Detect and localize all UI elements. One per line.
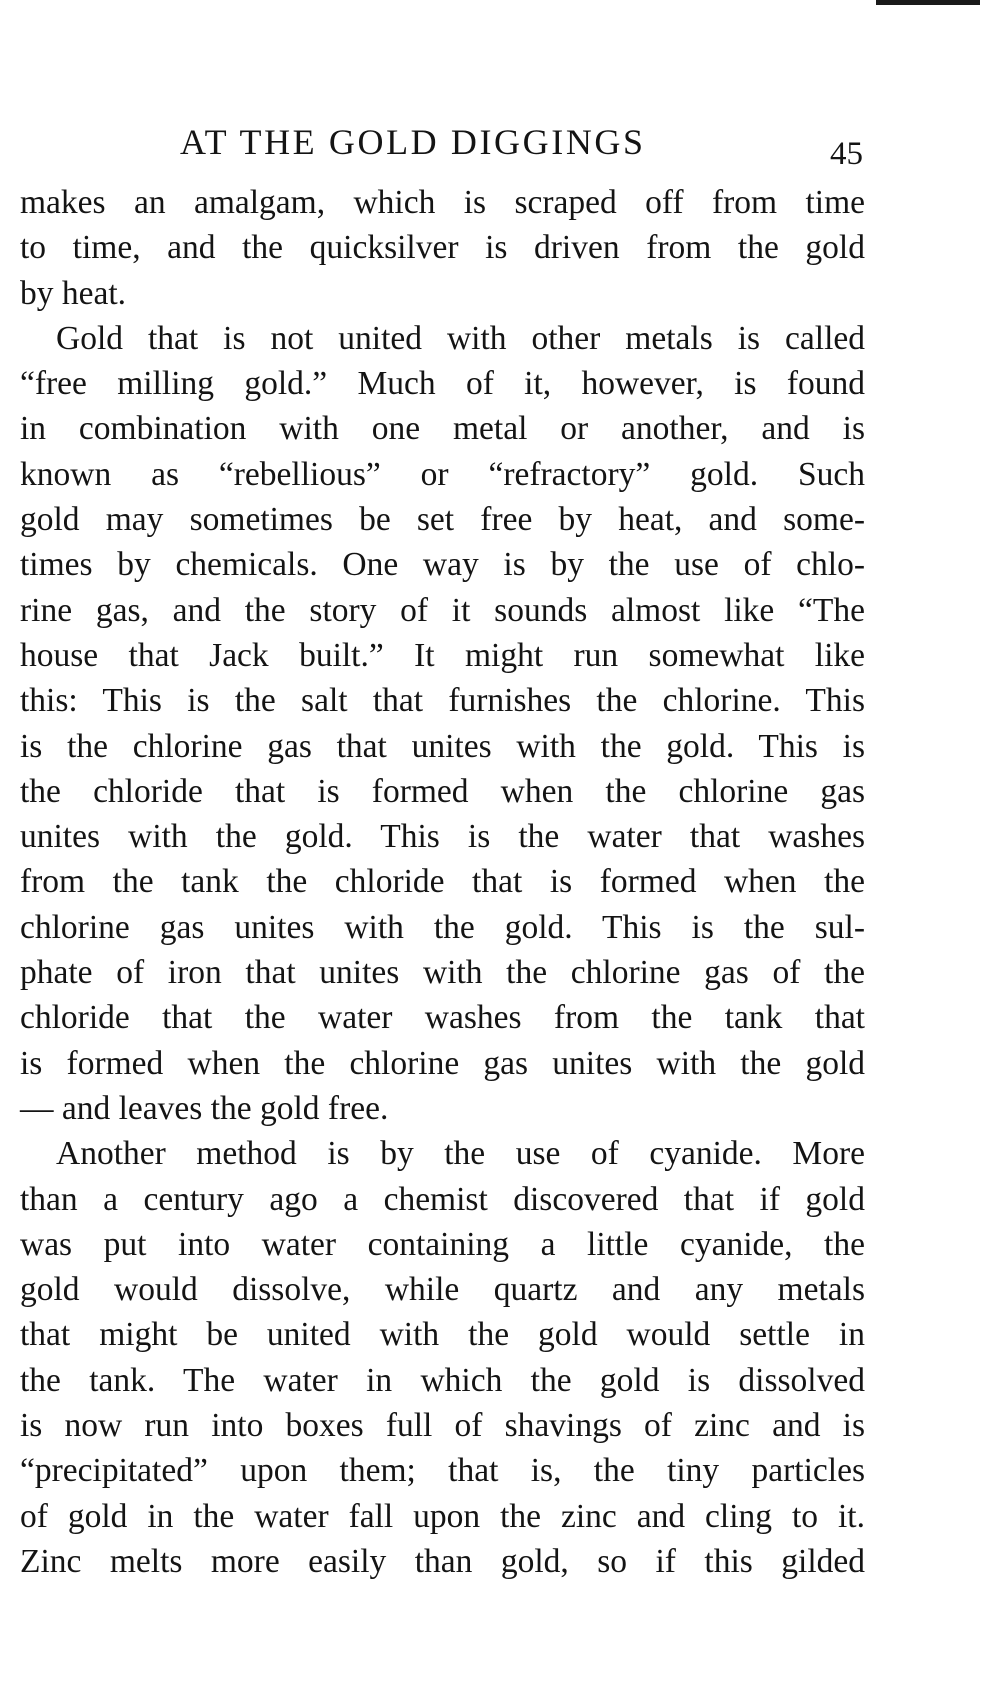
text-line: the tank. The water in which the gold is dissolved (20, 1361, 865, 1399)
text-line: “free milling gold.” Much of it, however, is found (20, 365, 865, 403)
text-line: Gold that is not united with other metals is called (56, 319, 865, 357)
text-line: times by chemicals. One way is by the use of chlo- (20, 546, 865, 584)
text-line: this: This is the salt that furnishes the chlorine. This (20, 682, 865, 720)
text-line: “precipitated” upon them; that is, the tiny particles (20, 1452, 865, 1490)
text-line: known as “rebellious” or “refractory” gold. Such (20, 455, 865, 493)
text-line: Another method is by the use of cyanide. More (56, 1135, 865, 1173)
text-line: in combination with one metal or another, and is (20, 410, 865, 448)
text-line: the chloride that is formed when the chlorine gas (20, 772, 865, 810)
running-head: AT THE GOLD DIGGINGS (180, 122, 646, 162)
text-line: is formed when the chlorine gas unites with the gold (20, 1044, 865, 1082)
text-line: gold would dissolve, while quartz and any metals (20, 1271, 865, 1309)
body-text (20, 180, 865, 1584)
top-edge-rule (876, 0, 980, 5)
text-line: unites with the gold. This is the water that washes (20, 818, 865, 856)
text-line: makes an amalgam, which is scraped off from time (20, 184, 865, 221)
text-line: to time, and the quicksilver is driven from the gold (20, 229, 865, 267)
page-number: 45 (830, 136, 863, 172)
text-line: is now run into boxes full of shavings of zinc and is (20, 1407, 865, 1445)
paragraph-3 (20, 1131, 865, 1584)
text-line: that might be united with the gold would settle in (20, 1316, 865, 1354)
text-line: gold may sometimes be set free by heat, and some- (20, 501, 865, 539)
text-line: from the tank the chloride that is formed when the (20, 863, 865, 901)
paragraph-1 (20, 180, 865, 316)
text-line: is the chlorine gas that unites with the gold. This is (20, 727, 865, 765)
text-line: house that Jack built.” It might run somewhat like (20, 636, 865, 674)
text-line: chloride that the water washes from the tank that (20, 999, 865, 1037)
text-line: — and leaves the gold free. (20, 1089, 389, 1127)
text-line: chlorine gas unites with the gold. This is the sul- (20, 908, 865, 946)
text-line: phate of iron that unites with the chlorine gas of the (20, 954, 865, 992)
text-line: Zinc melts more easily than gold, so if this gilded (20, 1542, 865, 1580)
text-line: of gold in the water fall upon the zinc and cling to it. (20, 1497, 865, 1535)
text-line: was put into water containing a little cyanide, the (20, 1225, 865, 1263)
text-line: than a century ago a chemist discovered that if gold (20, 1180, 865, 1218)
page-header (0, 116, 1000, 172)
text-line: rine gas, and the story of it sounds almost like “The (20, 591, 865, 629)
paragraph-2 (20, 316, 865, 1131)
text-line: by heat. (20, 274, 127, 312)
